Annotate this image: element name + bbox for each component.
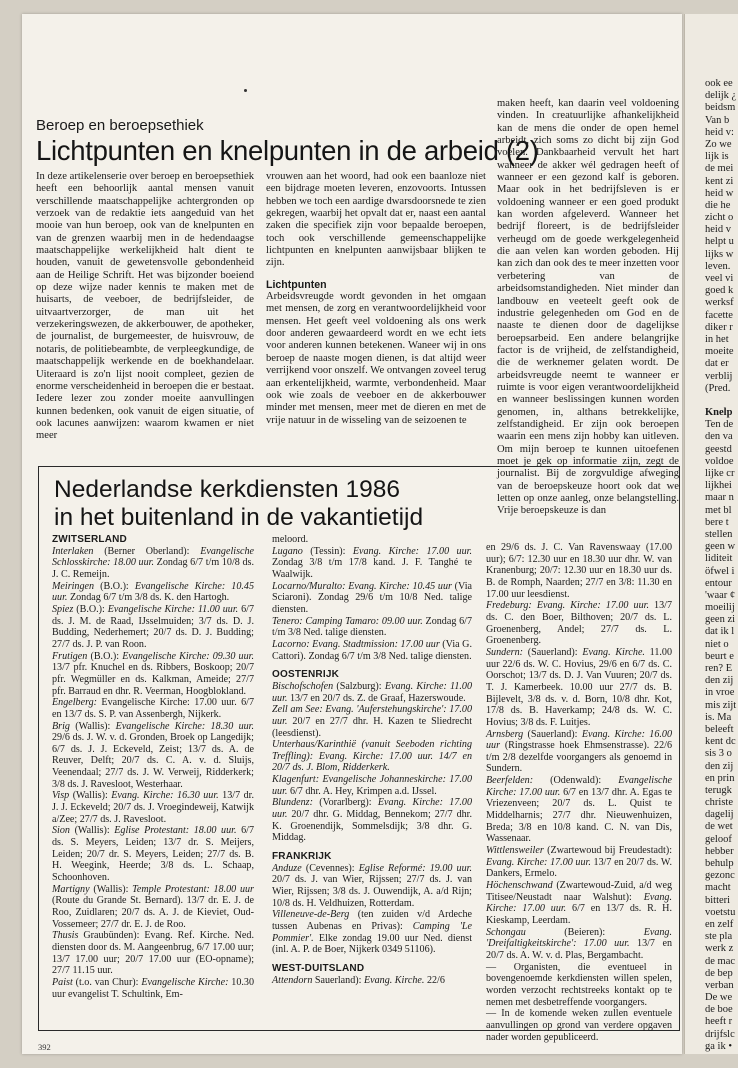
service-details: (Ringstrasse hoek Ehmsenstrasse). 22/6 t/m 2/8 dezelfde voorgangers als genoemd in Sundern.: [486, 740, 672, 775]
service-details: (ten zuiden v/d Ardeche tussen Aubenas en Privas):: [272, 909, 472, 932]
service-details: Zondag 6/7 t/m 3/8 ds. K. den Hartogh.: [67, 592, 230, 604]
next-page-line: facette: [705, 309, 733, 321]
next-page-line: geestd: [705, 443, 732, 455]
services-column-1: [52, 534, 254, 1000]
service-details: meloord.: [272, 534, 309, 545]
service-place: Evangelische Kirche: 18.30 uur.: [115, 720, 254, 732]
service-details: Zondag 6/7 t/m 3/8 Ned. talige diensten.: [272, 615, 473, 639]
next-page-line: Ten de: [705, 419, 734, 431]
service-place: Visp: [52, 790, 70, 802]
next-page-line: liditeit: [705, 553, 733, 565]
service-place: Villeneuve-de-Berg: [272, 909, 350, 921]
service-details: 20/7 dhr. G. Middag, Bennekom; 27/7 dhr. K. Groenendijk, Sommelsdijk; 3/8 dhr. G. Middag.: [272, 809, 472, 844]
next-page-line: verban: [705, 979, 734, 991]
service-place: Martigny: [52, 883, 90, 895]
service-details: (Wallis):: [69, 720, 116, 732]
next-page-line: en prin: [705, 772, 735, 784]
next-page-line: ga ik •: [705, 1040, 733, 1052]
service-entry: [272, 616, 472, 639]
service-entry: [52, 604, 254, 651]
service-place: Frutigen: [52, 650, 88, 662]
next-page-line: in vroe: [705, 687, 735, 699]
next-page-line: helpt u: [705, 236, 734, 248]
service-place: Camping 'Le Pommier'.: [272, 921, 472, 944]
service-entry: [272, 975, 472, 987]
country-heading: ZWITSERLAND: [52, 534, 127, 545]
next-page-line: heid v: [705, 224, 731, 236]
next-page-line: öfwel i: [705, 565, 735, 577]
country-heading: WEST-DUITSLAND: [272, 962, 365, 974]
service-details: (Tessin):: [302, 545, 353, 557]
next-page-line: moeilij: [705, 602, 735, 614]
service-place: Interlaken: [52, 545, 94, 557]
next-page-line: [705, 395, 738, 407]
service-place: Unterhaus/Karinthië (vanuit Seeboden richting Treffling): Evang. Kirche: 17.00 uur. 14/7 en 20/7 ds. J. Blom, Ridderkerk.: [272, 739, 472, 774]
services-title-line-1: Nederlandse kerkdiensten 1986: [54, 476, 400, 503]
next-page-line: in het: [705, 333, 729, 345]
next-page-line: heid v:: [705, 126, 734, 138]
service-details: (Berner Oberland):: [93, 545, 201, 557]
service-entry: [486, 927, 672, 962]
service-details: 11.00 uur 22/6 ds. W. C. Hovius, 29/6 en 6/7 ds. C. Oorschot; 13/7 ds. D. J. Van Vuuren; 20/7 ds. T. J. Kamerbeek. 10.00 uur 27/7 ds. B. Bijlevelt, 3/8 ds. v. d. Born, 10/8 dhr. Kot, 17/8 ds. B. Haverkamp; 24/8 ds. W. C. Hovius; 3/8 ds. F. Luitjes.: [486, 646, 672, 728]
service-details: 13/7 dr. J. J. Eckeveld; 20/7 ds. J. Vroegindeweij, Katwijk a/Zee; 27/7 ds. J. Ravesloot.: [52, 790, 254, 825]
service-place: Anduze: [272, 862, 302, 874]
service-place: Evangelische Kirche: 17.00 uur.: [486, 775, 672, 798]
service-place: Tenero: Camping Tamaro: 09.00 uur.: [272, 615, 423, 627]
service-place: Schongau: [486, 926, 526, 938]
next-page-line: ook ee: [705, 78, 733, 89]
next-page-line: is. Ma: [705, 711, 732, 723]
service-entry: [272, 863, 472, 910]
country-heading: FRANKRIJK: [272, 851, 332, 863]
service-entry: [486, 600, 672, 647]
service-details: 20/7 ds. J. van Wier, Rijssen; 27/7 ds. J. van Wier, Rijssen; 3/8 ds. J. Ouwendijk, A. a/d Rijn; 10/8 ds. H. Veldhuizen, Rotterdam.: [272, 874, 472, 909]
service-details: (Cevennes):: [301, 862, 359, 874]
next-page-line: dat er: [705, 358, 729, 370]
service-entry: [486, 775, 672, 845]
service-entry: [486, 962, 672, 1009]
service-entry: [52, 581, 254, 604]
next-page-line: werksf: [705, 297, 734, 309]
service-place: Evangelische Kirche: 09.30 uur.: [122, 650, 254, 662]
next-page-line: niet o: [705, 638, 729, 650]
service-details: 13/7 en 20/7 ds. Z. de Graaf, Hazerswoude.: [287, 692, 466, 704]
service-place: Fredeburg: Evang. Kirche: 17.00 uur.: [486, 600, 649, 612]
service-details: Sauerland):: [312, 974, 364, 986]
article-paragraph: maken heeft, kan daarin veel voldoening vinden. In creatuurlijke afhankelijkheid kan de mens die onder de open hemel arbeidt, zich soms zo dicht bij zijn God voelen. Dankbaarheid vervult het hart wanneer de akker wél gedragen heeft of wanneer er een gezond kalf is geboren. Maar ook in het bedrijfsleven is er voldoening wanneer er een goed produkt kan worden afgeleverd. Wanneer het bedrijf floreert, is de bedrijfsleider verheugd om de goede werkgelegenheid die aan velen kan worden geboden. Hij kan zich dan ook des te meer inzetten voor verbetering van de arbeidsomstandigheden. Niet minder dan landbouw en veeteelt geeft ook de industrie gelegenheden om God en de naaste te dienen door de dagelijkse beroepsarbeid. Een andere belangrijke factor is de vrijheid, de zelfstandigheid, die de werknemer gelaten wordt. De arbeidsvreugde neemt te wanneer er ruimte is voor eigen verantwoordelijkheid en wanneer beslissingen kunnen worden genomen, in, althans betrekkelijke, zelfstandigheid. Er zijn ook beroepen waarin een mens zijn hobby kan uitleven. Om mijn beroep te kunnen uitoefenen moet je gek op informatie zijn, zegt de journalist. Bij de zorgvuldige afweging van de beroepskeuze hoort ook dat we letten op onze aanleg, onze belangstelling. Vrije beroepskeuze is dan: [497, 98, 679, 517]
service-place: Evang. Kirche: 16.30 uur.: [111, 790, 219, 802]
next-page-line: mis zijt: [705, 699, 737, 711]
service-entry: [272, 681, 472, 704]
next-page-line: de bep: [705, 967, 733, 979]
next-page-line: dat ik l: [705, 626, 735, 638]
service-details: 13/7 pfr. Knuchel en ds. Ribbers, Boskoop; 20/7 pfr. Wegmüller en ds. Kalkman, Ameide; 27/7 pfr. Barraud en dhr. R. Veerman, Hoogblokland.: [52, 662, 254, 697]
service-details: Graubünden): Evang. Ref. Kirche. Ned. diensten door ds. M. Aangeenbrug, 6/7 17.00 uur; 13/7 17.00 uur; 20/7 17.00 uur (EO-opname); 27/7 11.15 uur.: [52, 930, 254, 977]
service-entry: [272, 909, 472, 956]
next-page-line: verblij: [705, 370, 733, 382]
next-page-line: met bl: [705, 504, 732, 516]
service-details: (B.O.):: [94, 580, 135, 592]
service-entry: [52, 651, 254, 698]
next-page-line: werk z: [705, 943, 734, 955]
service-details: Zondag 3/8 t/m 17/8 kand. J. F. Tanghé te Waalwijk.: [272, 557, 472, 580]
article-subhead: Lichtpunten: [266, 278, 327, 291]
service-place: Meiringen: [52, 580, 95, 592]
page-number: 392: [38, 1042, 51, 1052]
next-page-line: gezonc: [705, 870, 735, 882]
next-page-line: geen zi: [705, 614, 736, 626]
next-page-line: beleeft: [705, 723, 734, 735]
service-entry: [272, 639, 472, 662]
service-details: Zondag 6/7 t/m 10/8 ds. J. C. Remeijn.: [52, 557, 254, 580]
service-entry: [272, 534, 472, 546]
service-entry: [272, 704, 472, 739]
service-entry: [272, 739, 472, 774]
service-entry: [52, 930, 254, 977]
next-page-line: geen w: [705, 541, 736, 553]
service-place: Evang. Kirche: 10.45 uur: [348, 580, 452, 592]
article-column-3: [497, 98, 679, 518]
service-place: Evangelische Kirche: 11.00 uur.: [107, 603, 239, 615]
next-page-line: drijfslc: [705, 1028, 735, 1040]
service-place: Evangelische Schlosskirche: 18.00 uur.: [52, 545, 254, 569]
next-page-line: de mac: [705, 955, 736, 967]
service-place: Paist: [52, 976, 73, 988]
service-place: Evang. Kirche: 17.00 uur.: [486, 856, 591, 868]
next-page-text: [705, 78, 738, 1053]
service-entry: [272, 581, 472, 616]
article-paragraph: In deze artikelenserie over beroep en beroepsethiek heeft een behoorlijk aantal mensen vanuit verschillende maatschappelijke achtergronden op verzoek van de redaktie iets aangeduid van het mooie van hun beroep, ook van de knelpunten en van de grenzen waarbij men in de hedendaagse maatschappelijke werkelijkheid halt dient te houden, vanuit de gewetensvolle gebondenheid aan de Heilige Schrift. Het was bijzonder boeiend op deze wijze nader kennis te maken met de huisarts, de veeboer, de bedrijfsleider, de uitvaartverzorger, de man uit het verzekeringswezen, de akkerbouwer, de apotheker, de journalist, de burgemeester, de huisvrouw, de notaris, de politiebeambte, de verpleegkundige, de maatschappelijk werkende en de boekhandelaar. Uiteraard is zo'n lijst nooit compleet, gezien de enorme verscheidenheid in beroepen die er bestaat. Iedere lezer zou zonder moeite aanvullingen kunnen bedenken, ook vanuit de eigen situatie, of ook lacunes aanwijzen: waarom kwamen er niet meer: [36, 171, 254, 442]
service-place: Eglise Protestant: 18.00 uur.: [114, 825, 237, 837]
service-entry: [486, 647, 672, 729]
service-details: (Salzburg):: [333, 680, 385, 692]
service-details: 22/6: [424, 974, 445, 986]
next-page-line: den zij: [705, 675, 734, 687]
service-place: Beerfelden:: [486, 775, 534, 787]
article-title: Lichtpunten en knelpunten in de arbeid (2): [36, 135, 539, 166]
next-page-line: den zij: [705, 760, 734, 772]
service-entry: [52, 697, 254, 720]
service-details: 13/7 ds. C. den Boer, Bilthoven; 20/7 ds. L. Groenenberg, Andel; 27/7 ds. L. Groenenberg.: [486, 600, 673, 647]
next-page-line: delijk ¿: [705, 90, 737, 102]
service-details: (Zwartewoud-Zuid, a/d weg Titisee/Neustadt naar Walshut):: [486, 880, 672, 903]
service-place: Evang. Kirche: 17.00 uur.: [486, 891, 672, 915]
service-place: Evangelische Kirche: 10.45 uur.: [52, 580, 254, 604]
service-entry: [52, 884, 254, 931]
service-details: (t.o. van Chur):: [72, 976, 142, 988]
service-entry: [486, 1008, 672, 1043]
service-place: Temple Protestant: 18.00 uur: [132, 883, 254, 895]
service-place: Engelberg:: [52, 697, 98, 709]
next-page-line: de boe: [705, 1004, 733, 1016]
service-details: (Wallis):: [69, 825, 115, 837]
next-page-line: leven.: [705, 260, 731, 272]
service-place: Evang. Kirche: 17.00 uur.: [272, 797, 472, 821]
next-page-line: den va: [705, 431, 733, 443]
next-page-line: beidsm: [705, 102, 736, 114]
service-place: Lugano: [272, 545, 303, 557]
article-column-2: [266, 171, 486, 427]
service-entry: [486, 845, 672, 880]
service-place: Sundern:: [486, 646, 524, 658]
service-place: Evang. Kirche: 11.00 uur.: [272, 680, 472, 704]
service-entry: [486, 542, 672, 600]
next-page-line: Van b: [705, 114, 730, 126]
service-details: (B.O.):: [87, 650, 123, 662]
service-place: Evang. Kirche.: [582, 646, 645, 658]
next-page-line: lijks w: [705, 248, 734, 260]
next-page-line: entour: [705, 577, 732, 589]
service-details: Evangelische Kirche: 17.00 uur. 6/7 en 13/7 ds. S. P. van Assenbergh, Nijkerk.: [52, 697, 254, 720]
next-page-line: Knelp: [705, 407, 733, 419]
next-page-line: Zo we: [705, 138, 732, 150]
page: [22, 14, 682, 1054]
next-page-line: maar n: [705, 492, 734, 504]
service-place: Klagenfurt: Evangelische Johanneskirche: 17.00 uur.: [272, 774, 472, 797]
next-page-line: terugk: [705, 784, 732, 796]
next-page-line: de mei: [705, 163, 734, 175]
service-details: (Via Sciaroni). Zondag 29/6 t/m 10/8 Ned. talige diensten.: [272, 580, 473, 615]
next-page-line: ste pla: [705, 931, 733, 943]
next-page-line: (Pred.: [705, 382, 731, 394]
service-place: Evang. Kirche.: [363, 974, 425, 986]
service-entry: [486, 880, 672, 927]
next-page-line: voetstu: [705, 906, 736, 918]
service-details: (Vorarlberg):: [312, 797, 378, 809]
next-page-line: de wet: [705, 821, 733, 833]
services-column-3: [486, 542, 672, 1043]
service-details: (Odenwald):: [533, 775, 619, 787]
country-heading: OOSTENRIJK: [272, 669, 340, 681]
next-page-line: geloof: [705, 833, 732, 845]
service-details: — Organisten, die eventueel in bovengenoemde kerkdiensten willen spelen, worden verzocht rechtstreeks kontakt op te nemen met desbetreffende voorgangers.: [486, 961, 672, 1008]
article-paragraph: Arbeidsvreugde wordt gevonden in het omgaan met mensen, de zorg en verantwoordelijkheid voor mensen. Het geeft veel voldoening als ons werk door anderen gewaardeerd wordt en we echt iets voor anderen kunnen betekenen. Waneer wij in ons beroep de naaste mogen dienen, is dat altijd weer verrijkend voor onszelf. We ontvangen zoveel terug aan erkentelijkheid, warmte, verbondenheid. Maar ook wie zoals de veeboer en de akkerbouwer minder met mensen, meer met de dieren en met de vrije natuur in de wisseling van de seizoenen te: [266, 291, 486, 426]
next-page-line: De we: [705, 992, 733, 1004]
service-details: (Route du Grande St. Bernard). 13/7 dr. E. J. de Roo, Zuidlaren; 20/7 ds. A. J. de Kieviet, Oud-Vossemeer; 27/7 dr. E. J. de Roo.: [52, 895, 254, 930]
next-page-line: lijk is: [705, 151, 729, 163]
service-place: Lacorno: Evang. Stadtmission: 17.00 uur: [272, 638, 440, 650]
service-place: Sion: [52, 825, 70, 837]
services-column-2: [272, 534, 472, 986]
service-details: 20/7 en 27/7 dhr. H. Kazen te Sliedrecht (leesdienst).: [272, 715, 472, 739]
next-page-line: bere t: [705, 516, 729, 528]
next-page-line: 'waar ¢: [705, 589, 736, 601]
service-details: 6/7 ds. S. Meyers, Leiden; 13/7 dr. S. Meijers, Leiden; 20/7 dr. S. Meyers, Leiden; 27/7 ds. B. H. Weegink, Heerde; 3/8 ds. L. Schaap, Schoonhoven.: [52, 825, 255, 884]
service-place: Brig: [52, 720, 70, 732]
next-page-line: kent zi: [705, 175, 734, 187]
next-page-line: kent dc: [705, 736, 736, 748]
service-place: Zell am See: Evang. 'Auferstehungskirche': 17.00 uur.: [272, 704, 472, 727]
service-place: Locarno/Muralto:: [272, 580, 346, 592]
service-place: Arnsberg: [486, 728, 524, 740]
service-place: Thusis: [52, 930, 79, 942]
next-page-line: sis 3 o: [705, 748, 732, 760]
next-page-line: ren? E: [705, 663, 733, 674]
service-details: 13/7 en 20/7 ds. W. Dankers, Ermelo.: [486, 856, 672, 880]
next-page-line: en zelf: [705, 918, 734, 930]
next-page-line: heid w: [705, 187, 734, 199]
service-details: (Wallis):: [89, 883, 133, 895]
article-kicker: Beroep en beroepsethiek: [36, 117, 204, 134]
service-place: Eglise Reformé: 19.00 uur.: [358, 862, 472, 874]
service-place: Höchenschwand: [486, 880, 553, 892]
next-page-line: goed k: [705, 285, 734, 297]
next-page-line: heeft r: [705, 1016, 733, 1028]
service-details: 6/7 en 13/7 ds. R. H. Kieskamp, Leerdam.: [486, 903, 672, 926]
service-entry: [52, 790, 254, 825]
service-details: (Wallis):: [69, 790, 112, 802]
next-page-line: voldoe: [705, 455, 734, 467]
service-entry: [52, 825, 254, 883]
service-details: (B.O.):: [73, 603, 108, 615]
services-title-line-2: in het buitenland in de vakantietijd: [54, 504, 424, 531]
next-page-line: diker r: [705, 321, 733, 333]
next-page-line: hebber: [705, 845, 734, 857]
next-page-line: stellen: [705, 528, 733, 540]
next-page-line: die he: [705, 199, 731, 211]
next-page-line: beurt e: [705, 650, 734, 662]
next-page-line: lijkhei: [705, 480, 732, 492]
article-column-1: [36, 171, 254, 443]
service-entry: [52, 546, 254, 581]
next-page-line: dagelij: [705, 809, 734, 821]
next-page-line: bitteri: [705, 894, 731, 906]
service-details: 6/7 ds. J. M. de Raad, IJsselmuiden; 3/7 ds. D. J. Budding, Nederhemert; 20/7 ds. D. J. Budding; 27/7 ds. J. P. van Roon.: [52, 603, 254, 650]
service-details: 29/6 ds. J. W. v. d. Gronden, Broek op Langedijk; 6/7 ds. J. J. Eckeveld, Zeist; 13/7 ds. A. de Reuver, Delft; 20/7 ds. C. A. v. d. Sluijs, Veenendaal; 27/7 ds. J. W. Verweij, Ridderkerk; 3/8 ds. J. Ravesloot, Westerhaar.: [52, 732, 254, 790]
next-page-edge: [684, 14, 738, 1054]
service-entry: [52, 721, 254, 791]
service-details: 6/7 dhr. A. Hey, Krimpen a.d. IJssel.: [287, 785, 437, 797]
service-place: Spiez: [52, 603, 74, 615]
article-paragraph: vrouwen aan het woord, had ook een baanloze niet een bijdrage moeten leveren, enzovoorts. Intussen hebben we toch een aardige dwarsdoorsnede te zien gekregen, waarbij het opvalt dat er, naast een aantal zaken die specifiek zijn voor bepaalde beroepen, toch ook verschillende gemeenschappelijke lichtpunten en knelpunten aanwijsbaar blijken te zijn.: [266, 171, 486, 269]
service-details: (Sauerland):: [523, 728, 582, 740]
next-page-line: behulp: [705, 858, 734, 869]
service-entry: [272, 546, 472, 581]
next-page-line: zicht o: [705, 212, 734, 224]
service-place: Evang. 'Dreifaltigkeitskirche': 17.00 uur.: [486, 926, 672, 950]
service-entry: [52, 977, 254, 1000]
next-page-line: lijke cr: [705, 468, 735, 479]
service-place: Evangelische Kirche:: [141, 976, 229, 988]
service-place: Wittlensweiler: [486, 845, 544, 857]
next-page-line: christe: [705, 797, 733, 809]
next-page-line: macht: [705, 882, 731, 894]
next-page-line: veel vi: [705, 273, 734, 284]
decorative-dot: [244, 89, 247, 92]
service-details: en 29/6 ds. J. C. Van Ravenswaay (17.00 uur); 6/7: 12.30 uur en 18.30 uur dhr. W. van Kranenburg; 20/7: 12.30 uur en 18.30 uur ds. B. de Romph, Naarden; 27/7 en 3/8: 11.30 en 17.00 uur leesdienst.: [486, 542, 672, 600]
service-place: Evang. Kirche: 17.00 uur.: [352, 545, 472, 557]
service-details: (Zwartewoud bij Freudestadt):: [543, 845, 672, 857]
service-entry: [272, 774, 472, 797]
service-place: Attendorn: [272, 974, 313, 986]
service-entry: [486, 729, 672, 776]
service-details: 13/7 en 20/7 ds. A. W. v. d. Plas, Bergambacht.: [486, 938, 672, 961]
service-details: — In de komende weken zullen eventuele aanvullingen op grond van verdere opgaven nader worden gepubliceerd.: [486, 1008, 672, 1043]
service-details: 6/7 en 13/7 dhr. A. Egas te Vriezenveen; 20/7 ds. L. Quist te Middelharnis; 27/7 dhr. Nieuwenhuizen, Breda; 3/8 en 10/8 kand. C. N. van Dis, Wassenaar.: [486, 786, 672, 845]
service-place: Bischofschofen: [272, 680, 334, 692]
service-details: 10.30 uur evangelist T. Schultink, Em-: [52, 976, 255, 1000]
services-title: [54, 476, 654, 532]
service-place: Evang. Kirche: 16.00 uur: [486, 728, 673, 752]
service-details: (Sauerland):: [523, 646, 583, 658]
service-details: Elke zondag 19.00 uur Ned. dienst (inl. A. P. de Boer, Nijkerk 0349 51106).: [272, 932, 472, 956]
service-details: (Via G. Cattori). Zondag 6/7 t/m 3/8 Ned. talige diensten.: [272, 638, 472, 662]
service-place: Blundenz:: [272, 797, 313, 809]
service-details: (Beieren):: [525, 926, 644, 938]
service-entry: [272, 797, 472, 844]
next-page-line: moeite: [705, 346, 734, 358]
